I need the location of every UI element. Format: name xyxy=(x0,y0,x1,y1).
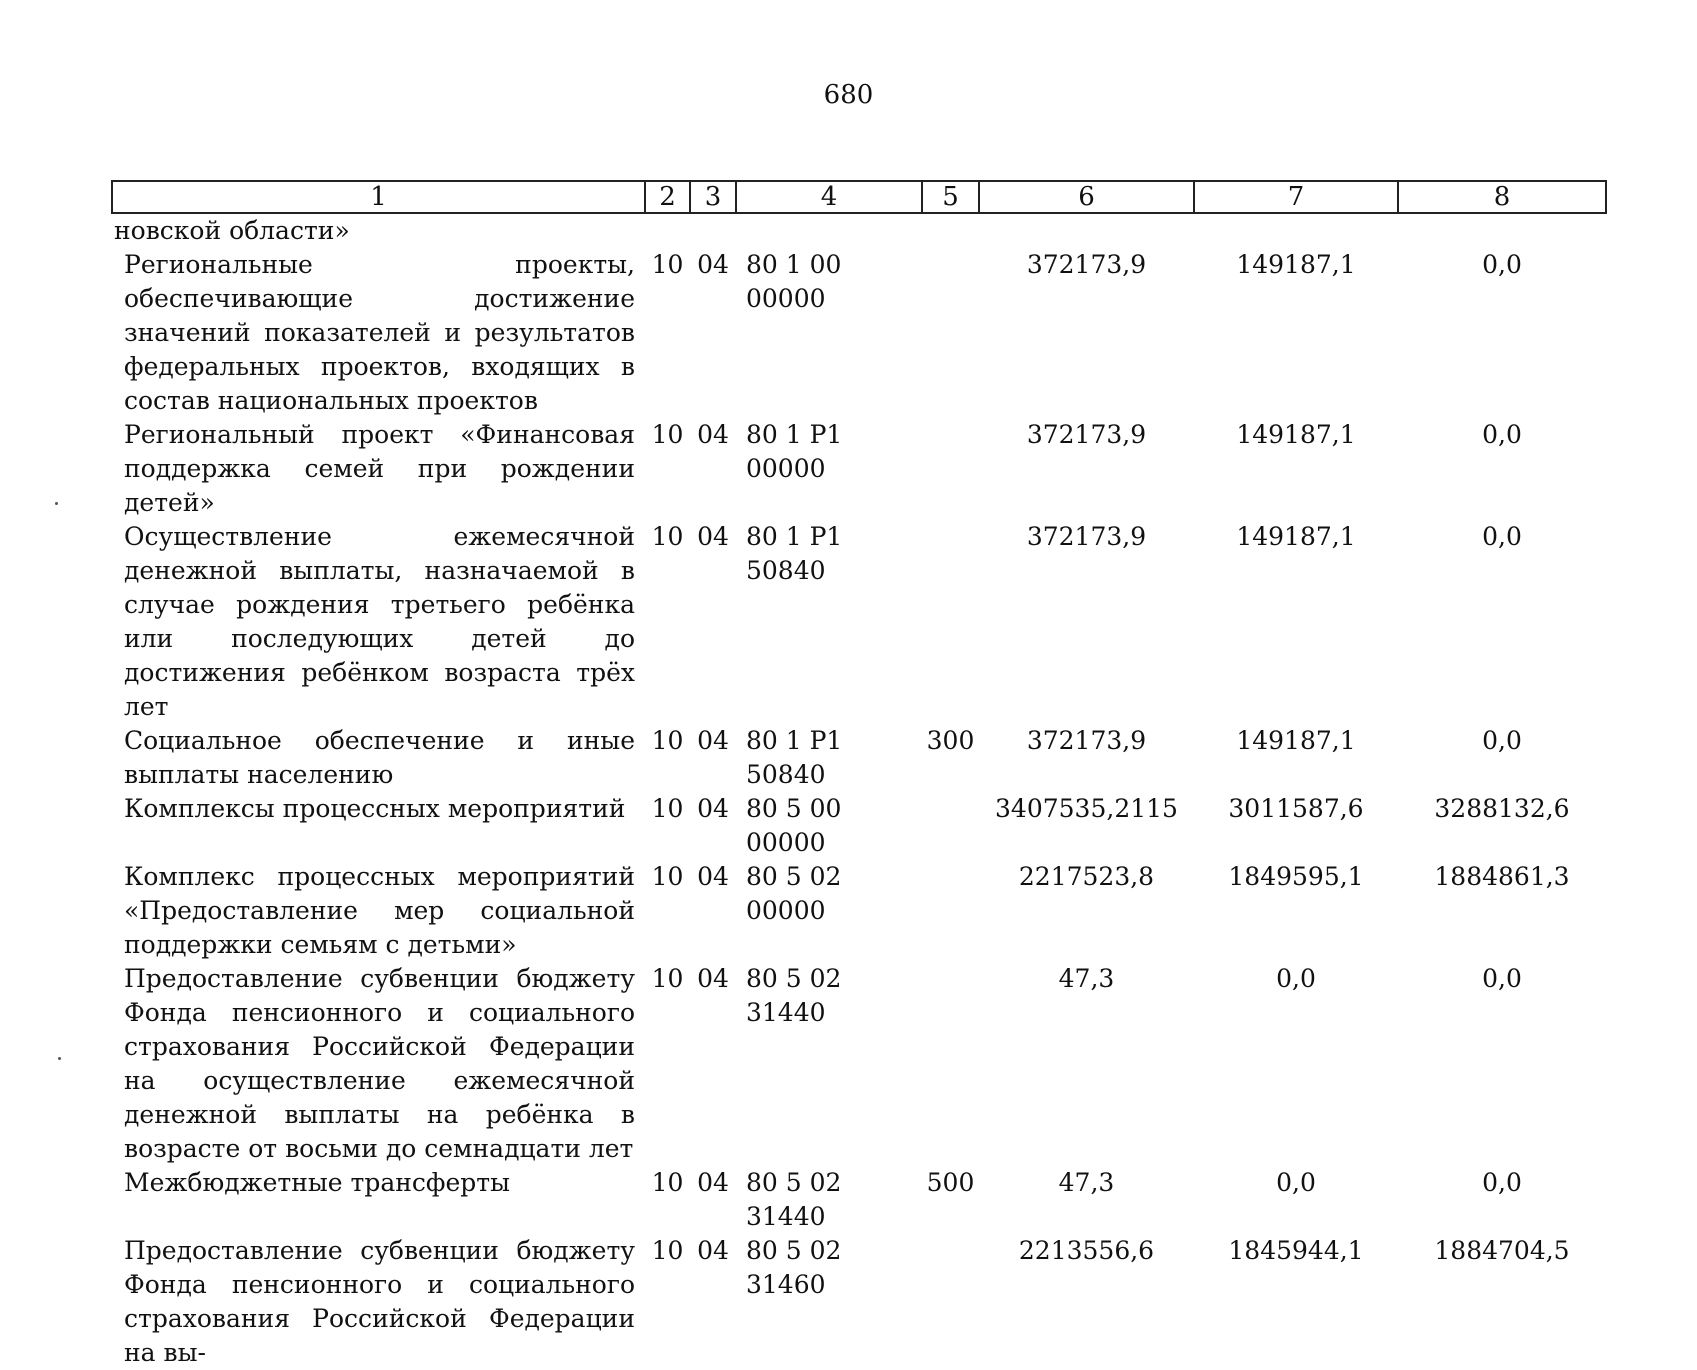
section-code: 10 xyxy=(651,1236,684,1265)
scan-speck xyxy=(55,502,58,505)
amount-col8: 0,0 xyxy=(1482,522,1522,551)
table-row xyxy=(112,724,1606,792)
amount-col8: 0,0 xyxy=(1482,726,1522,755)
expense-type-code xyxy=(922,213,979,248)
amount-col7: 149187,1 xyxy=(1236,250,1356,279)
row-name: Предоставление субвенции бюджету Фонда пенсионного и социального страхования Российской Федерации на вы- xyxy=(124,1236,635,1367)
section-code: 10 xyxy=(651,862,684,891)
amount-col7: 149187,1 xyxy=(1236,420,1356,449)
amount-col7: 149187,1 xyxy=(1236,522,1356,551)
amount-col7: 149187,1 xyxy=(1236,726,1356,755)
amount-col6: 3407535,2115 xyxy=(995,794,1178,823)
amount-col7: 0,0 xyxy=(1276,964,1316,993)
amount-col6: 47,3 xyxy=(1058,964,1115,993)
table-row xyxy=(112,1234,1606,1370)
target-article-code: 80 5 02 00000 xyxy=(746,862,842,925)
expense-type-code: 500 xyxy=(926,1168,975,1197)
section-code: 10 xyxy=(651,522,684,551)
subsection-code xyxy=(690,213,736,248)
amount-col8: 3288132,6 xyxy=(1434,794,1570,823)
section-code: 10 xyxy=(651,726,684,755)
target-article-code: 80 1 00 00000 xyxy=(746,250,842,313)
amount-col6: 372173,9 xyxy=(1026,420,1147,449)
table-row xyxy=(112,418,1606,520)
amount-col8: 0,0 xyxy=(1482,250,1522,279)
target-article-code: 80 5 02 31440 xyxy=(746,964,842,1027)
row-name: Предоставление субвенции бюджету Фонда пенсионного и социального страхования Российской Федерации на осуществление ежемесячной денежной выплаты на ребёнка в возрасте от восьми до семнадцати лет xyxy=(124,964,635,1163)
table-row xyxy=(112,792,1606,860)
amount-col8: 0,0 xyxy=(1482,1168,1522,1197)
section-code: 10 xyxy=(651,794,684,823)
expense-type-code xyxy=(922,248,979,418)
target-article-code xyxy=(736,213,922,248)
row-name: Региональный проект «Финансовая поддержка семей при рождении детей» xyxy=(124,420,635,517)
amount-col8: 1884704,5 xyxy=(1434,1236,1570,1265)
expense-type-code xyxy=(922,860,979,962)
table-row xyxy=(112,213,1606,248)
section-code: 10 xyxy=(651,1168,684,1197)
amount-col6: 47,3 xyxy=(1058,1168,1115,1197)
row-name: Региональные проекты, обеспечивающие достижение значений показателей и результатов федеральных проектов, входящих в состав национальных проектов xyxy=(124,250,635,415)
amount-col7: 0,0 xyxy=(1276,1168,1316,1197)
row-name: Комплексы процессных мероприятий xyxy=(124,794,626,823)
expense-type-code: 300 xyxy=(926,726,975,755)
subsection-code: 04 xyxy=(697,250,729,279)
page-number: 680 xyxy=(823,80,874,110)
column-header: 5 xyxy=(922,181,979,213)
amount-col7: 3011587,6 xyxy=(1228,794,1364,823)
table-row xyxy=(112,962,1606,1166)
budget-table xyxy=(111,180,1607,1370)
amount-col8: 1884861,3 xyxy=(1434,862,1570,891)
amount-col7: 1845944,1 xyxy=(1228,1236,1364,1265)
expense-type-code xyxy=(922,520,979,724)
amount-col6: 372173,9 xyxy=(1026,250,1147,279)
row-name: новской области» xyxy=(114,216,350,245)
table-row xyxy=(112,520,1606,724)
section-code: 10 xyxy=(651,964,684,993)
column-header: 7 xyxy=(1194,181,1398,213)
amount-col6: 2217523,8 xyxy=(1018,862,1155,891)
target-article-code: 80 1 Р1 50840 xyxy=(746,522,843,585)
target-article-code: 80 5 02 31440 xyxy=(746,1168,842,1231)
subsection-code: 04 xyxy=(697,794,729,823)
expense-type-code xyxy=(922,1234,979,1370)
target-article-code: 80 1 Р1 50840 xyxy=(746,726,843,789)
table-row xyxy=(112,860,1606,962)
amount-col6: 372173,9 xyxy=(1026,726,1147,755)
amount-col6 xyxy=(979,213,1194,248)
amount-col6: 2213556,6 xyxy=(1018,1236,1155,1265)
amount-col8 xyxy=(1398,213,1606,248)
column-header: 4 xyxy=(736,181,922,213)
subsection-code: 04 xyxy=(697,1236,729,1265)
subsection-code: 04 xyxy=(697,420,729,449)
expense-type-code xyxy=(922,418,979,520)
table-row xyxy=(112,1166,1606,1234)
expense-type-code xyxy=(922,962,979,1166)
subsection-code: 04 xyxy=(697,1168,729,1197)
expense-type-code xyxy=(922,792,979,860)
row-name: Межбюджетные трансферты xyxy=(124,1168,511,1197)
subsection-code: 04 xyxy=(697,522,729,551)
target-article-code: 80 1 Р1 00000 xyxy=(746,420,843,483)
amount-col7 xyxy=(1194,213,1398,248)
table-row xyxy=(112,248,1606,418)
amount-col8: 0,0 xyxy=(1482,420,1522,449)
amount-col6: 372173,9 xyxy=(1026,522,1147,551)
subsection-code: 04 xyxy=(697,726,729,755)
header-row xyxy=(112,181,1606,213)
column-header: 3 xyxy=(690,181,736,213)
row-name: Комплекс процессных мероприятий «Предоставление мер социальной поддержки семьям с детьми» xyxy=(124,862,635,959)
section-code: 10 xyxy=(651,420,684,449)
subsection-code: 04 xyxy=(697,964,729,993)
subsection-code: 04 xyxy=(697,862,729,891)
target-article-code: 80 5 00 00000 xyxy=(746,794,842,857)
amount-col8: 0,0 xyxy=(1482,964,1522,993)
column-header: 1 xyxy=(112,181,645,213)
section-code xyxy=(645,213,690,248)
row-name: Осуществление ежемесячной денежной выплаты, назначаемой в случае рождения третьего ребёнка или последующих детей до достижения ребёнком возраста трёх лет xyxy=(124,522,635,721)
column-header: 8 xyxy=(1398,181,1606,213)
column-header: 6 xyxy=(979,181,1194,213)
section-code: 10 xyxy=(651,250,684,279)
row-name: Социальное обеспечение и иные выплаты населению xyxy=(124,726,635,789)
scan-speck xyxy=(58,1057,61,1060)
target-article-code: 80 5 02 31460 xyxy=(746,1236,842,1299)
amount-col7: 1849595,1 xyxy=(1228,862,1364,891)
column-header: 2 xyxy=(645,181,690,213)
